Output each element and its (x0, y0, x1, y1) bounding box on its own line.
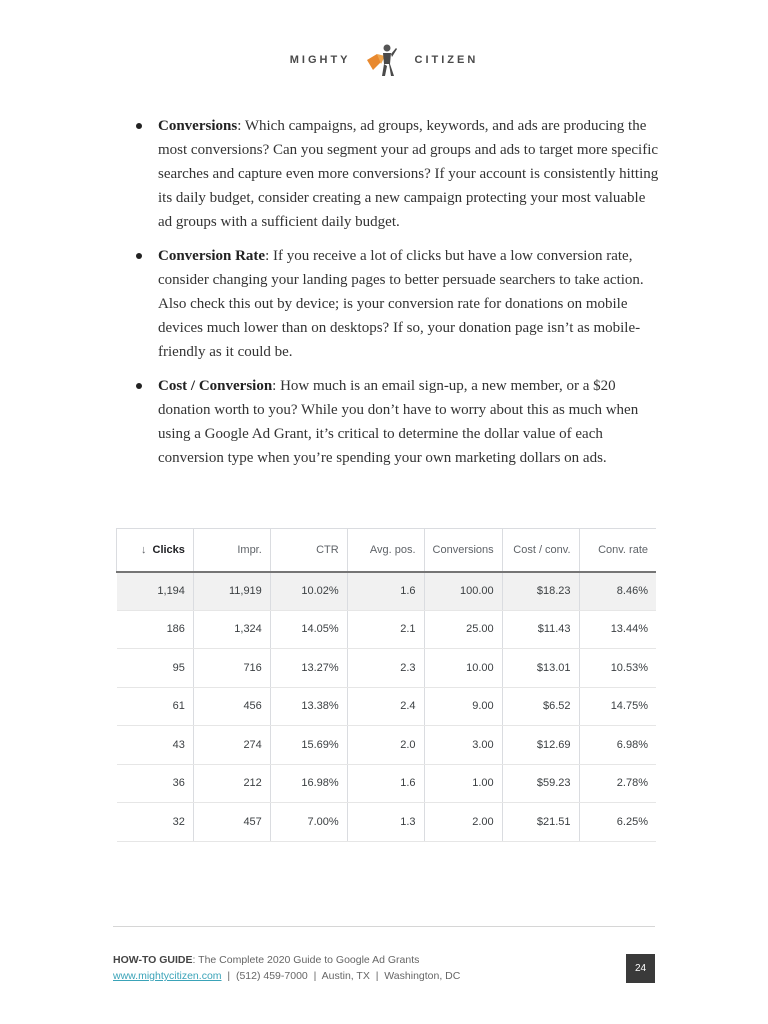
arrow-down-icon: ↓ (141, 543, 147, 556)
cell-avg-pos: 1.3 (347, 803, 424, 842)
website-link[interactable]: www.mightycitizen.com (113, 970, 222, 982)
bullet-term: Cost / Conversion (158, 378, 273, 394)
cell-cost-conv: $6.52 (502, 687, 579, 726)
cell-clicks: 36 (117, 764, 194, 803)
cell-clicks: 43 (117, 726, 194, 765)
page-number-badge: 24 (626, 954, 655, 983)
cell-impr: 457 (193, 803, 270, 842)
footer-guide-line (113, 952, 655, 968)
cell-avg-pos: 2.4 (347, 687, 424, 726)
cell-conv-rate: 10.53% (579, 649, 656, 688)
cell-ctr: 7.00% (270, 803, 347, 842)
cell-impr: 716 (193, 649, 270, 688)
cell-clicks: 186 (117, 610, 194, 649)
cell-cost-conv: $11.43 (502, 610, 579, 649)
cell-conversions: 25.00 (424, 610, 502, 649)
separator: | (227, 970, 231, 982)
column-header-ctr[interactable]: CTR (270, 529, 347, 572)
bullet-text: : If you receive a lot of clicks but have a low conversion rate, consider changing your landing pages to better persuade searchers to take action. Also check this out by device; is your conversion rate for donations on mobile devices much lower than on desktops? If so, your donation page isn’t as mobile-friendly as it could be. (158, 248, 644, 360)
logo-word-citizen: CITIZEN (414, 54, 479, 66)
page-footer (113, 952, 655, 984)
bullet-cost-conversion (136, 374, 660, 470)
table-row (117, 803, 657, 842)
logo-word-mighty: MIGHTY (289, 54, 351, 66)
table-row (117, 764, 657, 803)
cell-conv-rate: 14.75% (579, 687, 656, 726)
footer-city-washington: Washington, DC (384, 970, 461, 982)
cell-conversions: 9.00 (424, 687, 502, 726)
cell-avg-pos: 2.3 (347, 649, 424, 688)
cell-cost-conv: $12.69 (502, 726, 579, 765)
bullet-conversion-rate (136, 244, 660, 364)
column-header-avg-pos[interactable]: Avg. pos. (347, 529, 424, 572)
separator: | (313, 970, 317, 982)
cell-avg-pos: 2.1 (347, 610, 424, 649)
column-header-clicks[interactable] (117, 529, 194, 572)
mighty-citizen-logo (0, 40, 768, 80)
column-header-cost-conv[interactable]: Cost / conv. (502, 529, 579, 572)
cell-impr: 456 (193, 687, 270, 726)
table-row (117, 649, 657, 688)
cell-impr: 274 (193, 726, 270, 765)
cell-conv-rate: 2.78% (579, 764, 656, 803)
cell-cost-conv: $21.51 (502, 803, 579, 842)
cell-impr: 1,324 (193, 610, 270, 649)
bullet-text: : How much is an email sign-up, a new member, or a $20 donation worth to you? While you don’t have to worry about this as much when using a Google Ad Grant, it’s critical to determine the dollar value of each conversion type when you’re spending your own marketing dollars on ads. (158, 378, 639, 466)
table-row (117, 572, 657, 611)
bullet-text: : Which campaigns, ad groups, keywords, and ads are producing the most conversions? Can you segment your ad groups and ads to target more specific searches and capture even more conversions? If your account is consistently hitting its daily budget, consider creating a new campaign protecting your most valuable ad groups with a sufficient daily budget. (158, 118, 659, 230)
metrics-bullet-list (136, 114, 660, 480)
table-row (117, 610, 657, 649)
cell-conv-rate: 13.44% (579, 610, 656, 649)
footer-phone: (512) 459-7000 (235, 970, 308, 982)
cell-ctr: 15.69% (270, 726, 347, 765)
table-row (117, 726, 657, 765)
cell-avg-pos: 2.0 (347, 726, 424, 765)
cell-ctr: 13.38% (270, 687, 347, 726)
footer-city-austin: Austin, TX (321, 970, 370, 982)
cell-clicks: 95 (117, 649, 194, 688)
bullet-term: Conversion Rate (158, 248, 266, 264)
cell-ctr: 13.27% (270, 649, 347, 688)
cell-conversions: 2.00 (424, 803, 502, 842)
cell-clicks: 32 (117, 803, 194, 842)
cell-conv-rate: 8.46% (579, 572, 656, 611)
cell-ctr: 14.05% (270, 610, 347, 649)
cell-cost-conv: $13.01 (502, 649, 579, 688)
cell-avg-pos: 1.6 (347, 572, 424, 611)
cell-conversions: 1.00 (424, 764, 502, 803)
footer-contact-line (113, 968, 655, 984)
cell-impr: 212 (193, 764, 270, 803)
superhero-citizen-icon (363, 40, 403, 80)
bullet-conversions (136, 114, 660, 234)
cell-conversions: 10.00 (424, 649, 502, 688)
cell-conversions: 3.00 (424, 726, 502, 765)
cell-cost-conv: $59.23 (502, 764, 579, 803)
table-row (117, 687, 657, 726)
cell-conv-rate: 6.25% (579, 803, 656, 842)
footer-guide-label: HOW-TO GUIDE (113, 954, 193, 966)
cell-ctr: 10.02% (270, 572, 347, 611)
cell-clicks: 1,194 (117, 572, 194, 611)
cell-clicks: 61 (117, 687, 194, 726)
bullet-term: Conversions (158, 118, 238, 134)
cell-avg-pos: 1.6 (347, 764, 424, 803)
column-label: Clicks (152, 543, 185, 556)
cell-conv-rate: 6.98% (579, 726, 656, 765)
footer-guide-title: : The Complete 2020 Guide to Google Ad Grants (192, 954, 420, 966)
cell-ctr: 16.98% (270, 764, 347, 803)
table-header-row (117, 529, 657, 572)
footer-divider (113, 926, 655, 927)
separator: | (375, 970, 379, 982)
column-header-conversions[interactable]: Conversions (424, 529, 502, 572)
column-header-conv-rate[interactable]: Conv. rate (579, 529, 656, 572)
ads-metrics-table (116, 528, 656, 842)
column-header-impr[interactable]: Impr. (193, 529, 270, 572)
cell-impr: 11,919 (193, 572, 270, 611)
cell-cost-conv: $18.23 (502, 572, 579, 611)
cell-conversions: 100.00 (424, 572, 502, 611)
